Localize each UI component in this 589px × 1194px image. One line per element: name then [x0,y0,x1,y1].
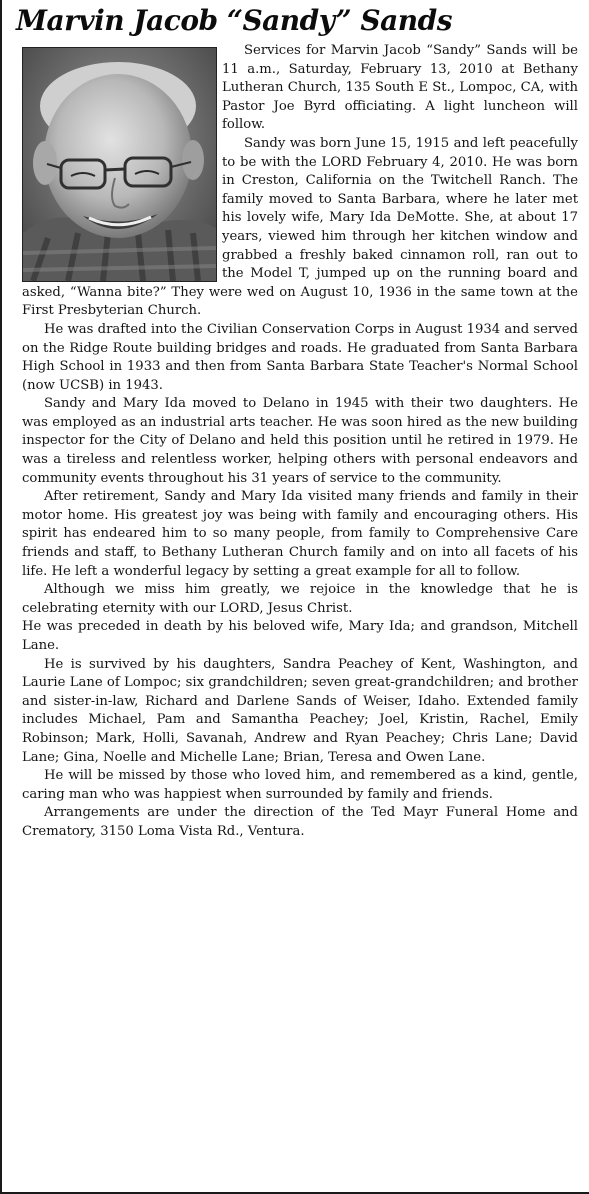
paragraph-arrangements: Arrangements are under the direction of the Ted Mayr Funeral Home and Crematory, 3150 Loma Vista Rd., Ventura. [22,805,578,839]
paragraph-survived: He is survived by his daughters, Sandra Peachey of Kent, Washington, and Laurie Lane of Lompoc; six grandchildren; seven great-grandchildren; and brother and sister-in-law, Richard and Darlene Sands of Weiser, Idaho. Extended family includes Michael, Pam and Samantha Peachey; Joel, Kristin, Rachel, Emily Robinson; Mark, Holli, Savanah, Andrew and Ryan Peachey; Chris Lane; David Lane; Gina, Noelle and Michelle Lane; Brian, Teresa and Owen Lane. [22,656,578,765]
paragraph-services: Services for Marvin Jacob “Sandy” Sands will be 11 a.m., Saturday, February 13, 2010 at Bethany Lutheran Church, 135 South E St., Lompoc, CA, with Pastor Joe Byrd officiating. A light luncheon will follow. [222,43,578,133]
paragraph-education: He was drafted into the Civilian Conservation Corps in August 1934 and served on the Ridge Route building bridges and roads. He graduated from Santa Barbara High School in 1933 and then from Santa Barbara State Teacher's Normal School (now UCSB) in 1943. [22,321,578,393]
paragraph-faith: Although we miss him greatly, we rejoice in the knowledge that he is celebrating eternity with our LORD, Jesus Christ. [22,582,578,616]
paragraph-retirement: After retirement, Sandy and Mary Ida visited many friends and family in their motor home. His greatest joy was being with family and encouraging others. His spirit has endeared him to so many people, from family to Comprehensive Care friends and staff, to Bethany Lutheran Church family and on into all facets of his life. He left a wonderful legacy by setting a great example for all to follow. [22,489,578,579]
paragraph-career: Sandy and Mary Ida moved to Delano in 1945 with their two daughters. He was employed as an industrial arts teacher. He was soon hired as the new building inspector for the City of Delano and held this position until he retired in 1979. He was a tireless and relentless worker, helping others with personal endeavors and community events throughout his 31 years of service to the community. [22,396,578,486]
paragraph-remembered: He will be missed by those who loved him, and remembered as a kind, gentle, caring man who was happiest when surrounded by family and friends. [22,768,578,802]
obituary-body [22,42,578,842]
paragraph-early-life: Sandy was born June 15, 1915 and left peacefully to be with the LORD February 4, 2010. He was born in Creston, California on the Twitchell Ranch. The family moved to Santa Barbara, where he later met his lovely wife, Mary Ida DeMotte. She, at about 17 years, viewed him through her kitchen window and grabbed a freshly baked cinnamon roll, ran out to the Model T, jumped up on the running board and asked, “Wanna bite?” They were wed on August 10, 1936 in the same town at the First Presbyterian Church. [22,135,578,319]
photo-wrap-spacer [22,42,222,283]
paragraph-preceded: He was preceded in death by his beloved wife, Mary Ida; and grandson, Mitchell Lane. [22,619,578,653]
obituary-title: Marvin Jacob “Sandy” Sands [16,4,452,37]
